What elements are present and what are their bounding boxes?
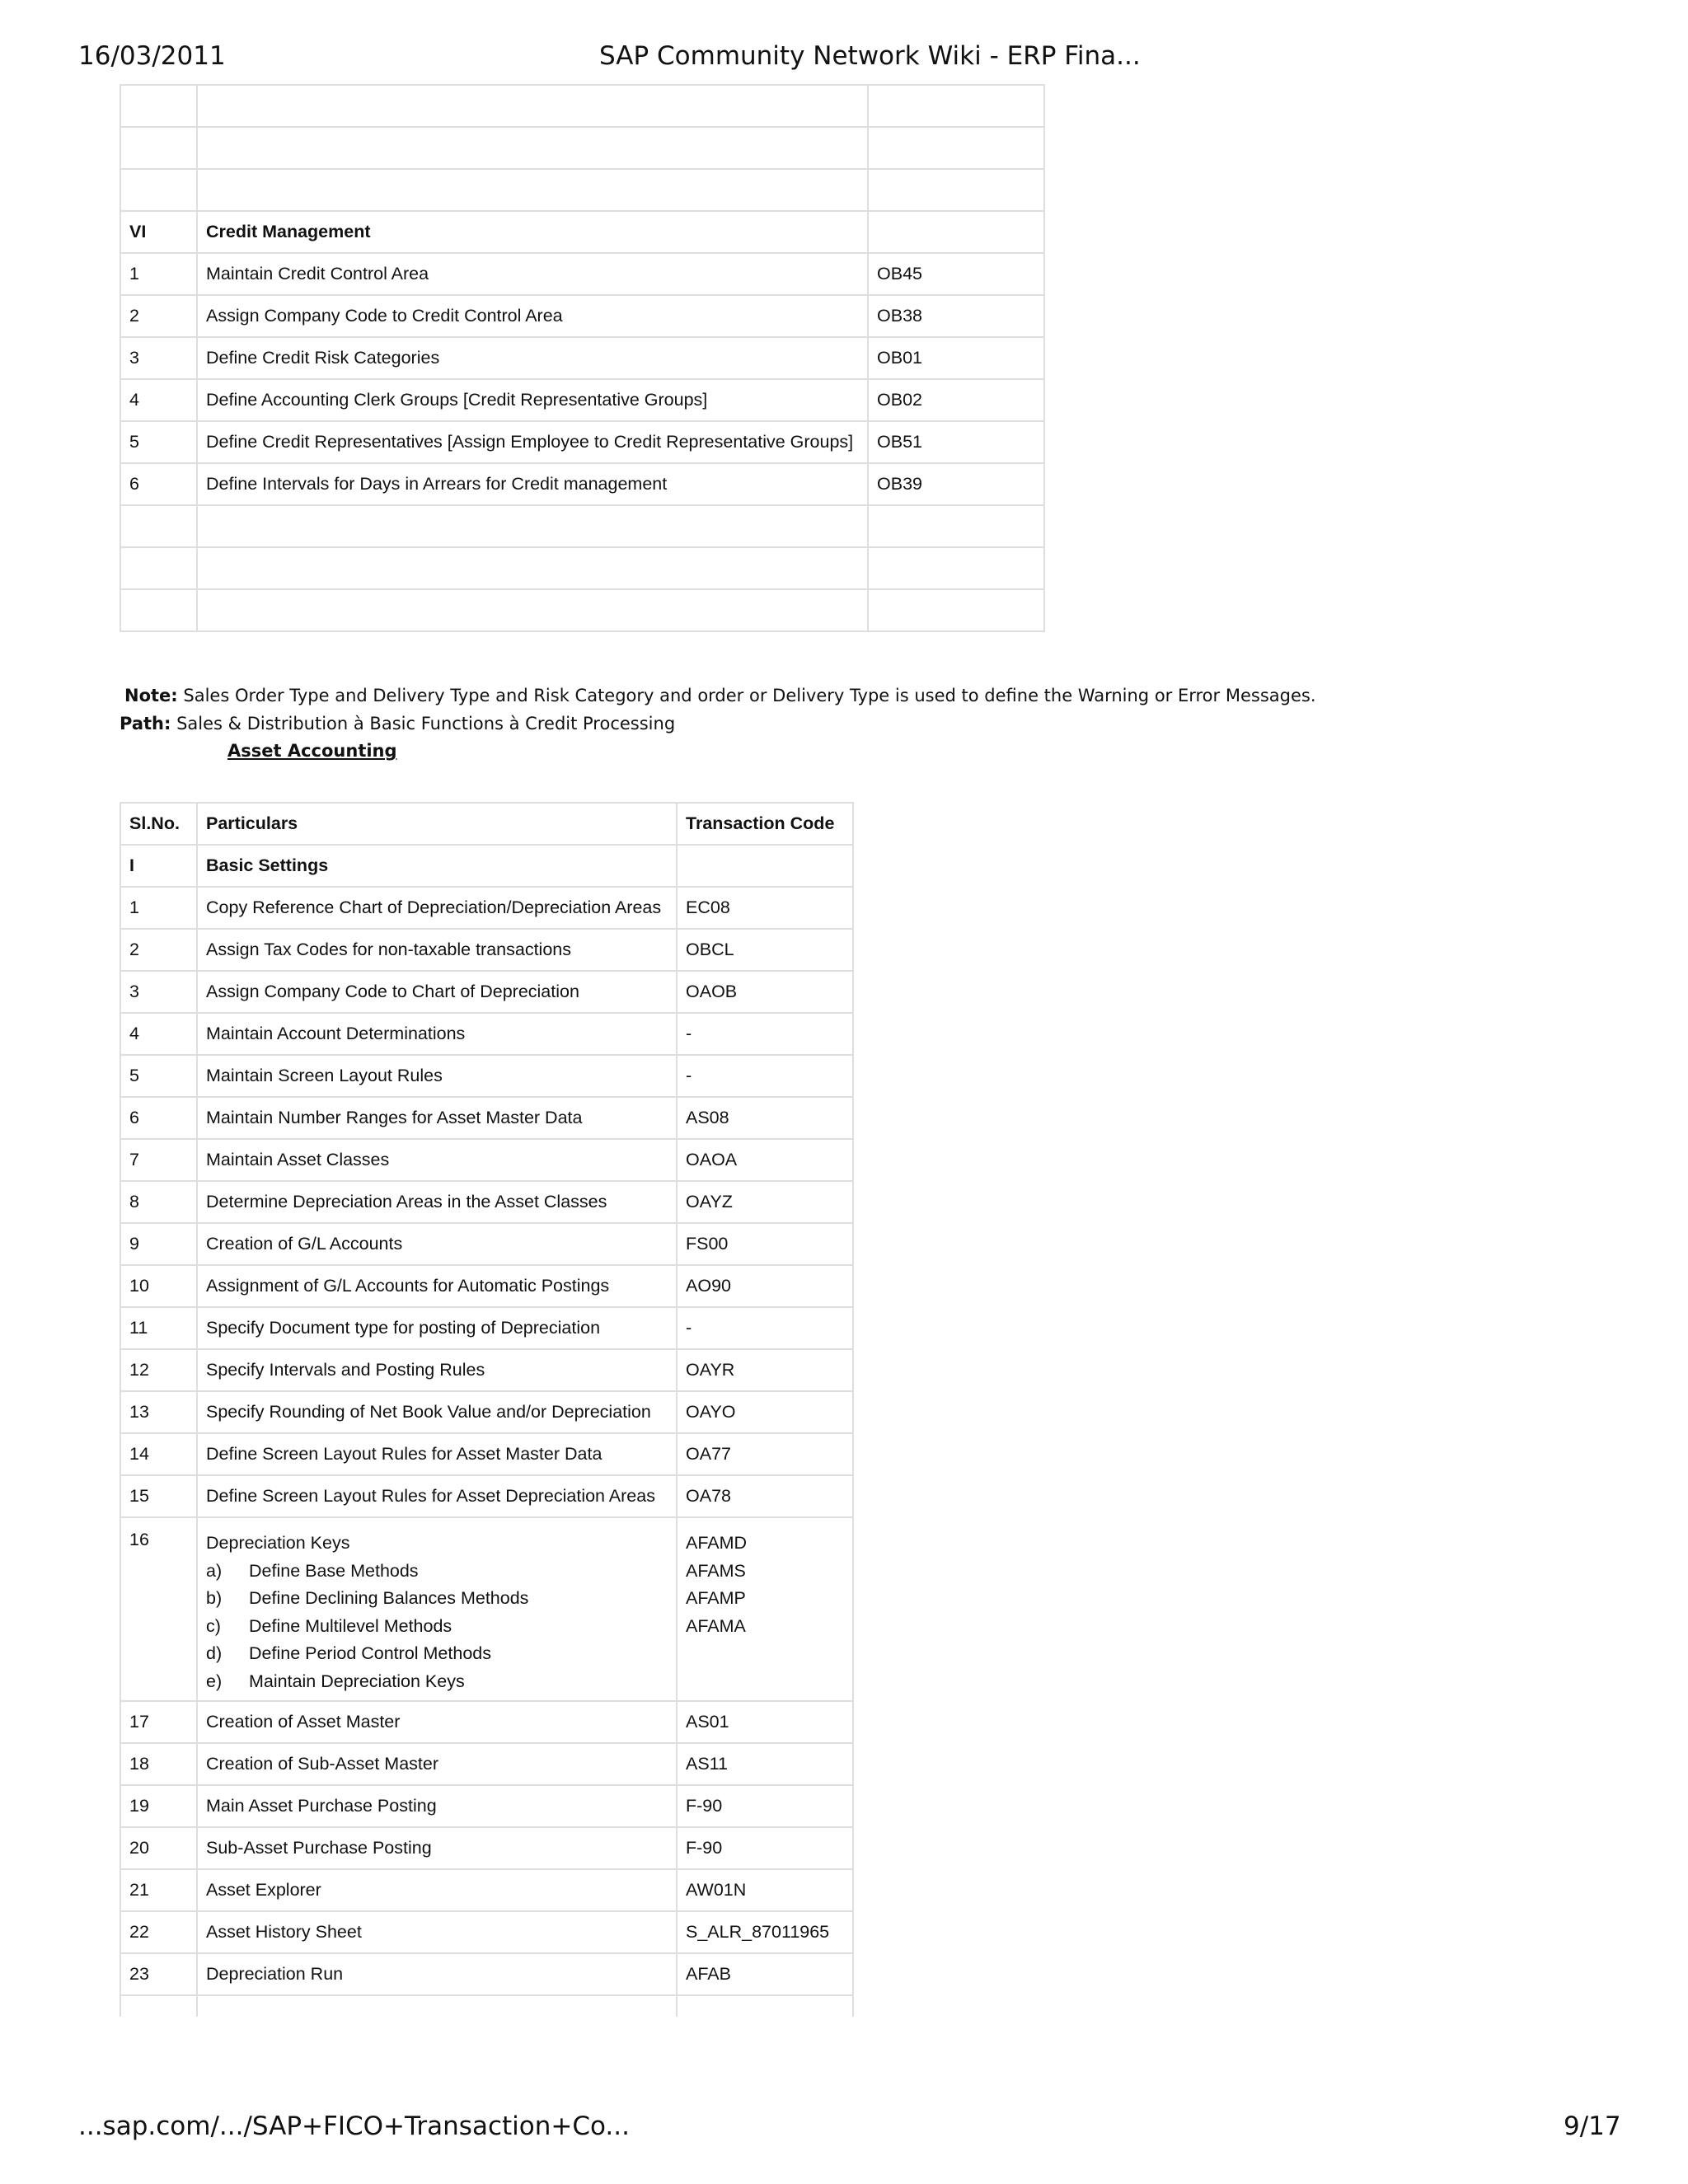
table-row: [120, 1181, 853, 1223]
section-heading-asset-accounting: Asset Accounting: [227, 741, 397, 761]
row-transaction-code: OBCL: [677, 929, 853, 971]
note-text: [124, 686, 1316, 705]
row-particulars: Maintain Screen Layout Rules: [197, 1055, 677, 1097]
path-body: Sales & Distribution à Basic Functions à Credit Processing: [176, 714, 676, 733]
table-row: [120, 589, 1044, 631]
row-number: 23: [120, 1953, 197, 1995]
transaction-code: AFAMD: [686, 1533, 748, 1553]
row-transaction-code: OB45: [868, 253, 1044, 295]
row-number: 3: [120, 971, 197, 1013]
row-number: 3: [120, 337, 197, 379]
row-particulars: Assign Company Code to Credit Control Area: [197, 295, 868, 337]
row-transaction-code: OB38: [868, 295, 1044, 337]
section-number: VI: [120, 211, 197, 253]
page-number: 9/17: [1564, 2111, 1621, 2141]
row-number: 21: [120, 1869, 197, 1911]
row-particulars: Creation of Asset Master: [197, 1701, 677, 1743]
table-row: [120, 253, 1044, 295]
row-particulars: Specify Document type for posting of Depreciation: [197, 1307, 677, 1349]
table-row: [120, 887, 853, 929]
row-transaction-code: EC08: [677, 887, 853, 929]
row-particulars: Assignment of G/L Accounts for Automatic Postings: [197, 1265, 677, 1307]
table-row-continued: [120, 1995, 853, 2017]
sub-item: [206, 1668, 676, 1696]
row-transaction-code: AFAB: [677, 1953, 853, 1995]
row-particulars: Define Accounting Clerk Groups [Credit Representative Groups]: [197, 379, 868, 421]
page-header-date: 16/03/2011: [78, 41, 226, 71]
row-number: 1: [120, 253, 197, 295]
table-row: [120, 929, 853, 971]
row-transaction-code: OA77: [677, 1433, 853, 1475]
table-row: [120, 1785, 853, 1827]
table-row: [120, 463, 1044, 505]
row-number: 12: [120, 1349, 197, 1391]
row-number: 7: [120, 1139, 197, 1181]
row-transaction-code: F-90: [677, 1785, 853, 1827]
row-number: 17: [120, 1701, 197, 1743]
table-row: [120, 1265, 853, 1307]
table-row: [120, 1139, 853, 1181]
path-label: Path:: [120, 714, 171, 733]
row-number: 16: [120, 1517, 197, 1701]
row-transaction-code: -: [677, 1307, 853, 1349]
row-particulars: Creation of Sub-Asset Master: [197, 1743, 677, 1785]
section-row: [120, 211, 1044, 253]
row-transaction-code: OAYO: [677, 1391, 853, 1433]
table-row: [120, 337, 1044, 379]
row-transaction-codes: [677, 1517, 853, 1701]
row-number: 8: [120, 1181, 197, 1223]
table-row: [120, 421, 1044, 463]
table-row: [120, 379, 1044, 421]
table-row: [120, 295, 1044, 337]
row-particulars: Assign Tax Codes for non-taxable transactions: [197, 929, 677, 971]
table-row: [120, 1433, 853, 1475]
row-transaction-code: -: [677, 1055, 853, 1097]
table-row: [120, 85, 1044, 127]
path-text: [120, 714, 675, 733]
page-header-title: SAP Community Network Wiki - ERP Fina...: [599, 41, 1141, 71]
sub-item-text: Define Base Methods: [249, 1560, 419, 1581]
sub-item-letter: e): [206, 1671, 223, 1691]
table-row: [120, 1701, 853, 1743]
row-particulars: Specify Rounding of Net Book Value and/or Depreciation: [197, 1391, 677, 1433]
row-number: 6: [120, 463, 197, 505]
row-transaction-code: -: [677, 1013, 853, 1055]
transaction-code: AFAMS: [686, 1560, 746, 1581]
row-number: 5: [120, 1055, 197, 1097]
table-row: [120, 547, 1044, 589]
row-transaction-code: AW01N: [677, 1869, 853, 1911]
table-row: [120, 1953, 853, 1995]
table-row: [120, 1223, 853, 1265]
row-transaction-code: FS00: [677, 1223, 853, 1265]
section-row: [120, 845, 853, 887]
row-number: 6: [120, 1097, 197, 1139]
row-particulars: Asset History Sheet: [197, 1911, 677, 1953]
transaction-code: AFAMA: [686, 1615, 746, 1636]
row-transaction-code: OB02: [868, 379, 1044, 421]
row-particulars: Depreciation Run: [197, 1953, 677, 1995]
table-row: [120, 169, 1044, 211]
row-number: 2: [120, 929, 197, 971]
row-particulars: Asset Explorer: [197, 1869, 677, 1911]
section-title: Credit Management: [197, 211, 868, 253]
row-number: 9: [120, 1223, 197, 1265]
sub-item: [206, 1558, 676, 1586]
row-title: Depreciation Keys: [206, 1533, 350, 1553]
row-transaction-code: OAYZ: [677, 1181, 853, 1223]
table-row: [120, 1743, 853, 1785]
row-particulars: Assign Company Code to Chart of Depreciation: [197, 971, 677, 1013]
table-row: [120, 1869, 853, 1911]
header-sl-no: Sl.No.: [120, 803, 197, 845]
page-footer-url: ...sap.com/.../SAP+FICO+Transaction+Co...: [78, 2111, 630, 2141]
row-particulars: Define Credit Representatives [Assign Employee to Credit Representative Groups]: [197, 421, 868, 463]
row-number: 19: [120, 1785, 197, 1827]
row-particulars: Copy Reference Chart of Depreciation/Depreciation Areas: [197, 887, 677, 929]
row-particulars: Maintain Number Ranges for Asset Master Data: [197, 1097, 677, 1139]
sub-item-letter: b): [206, 1588, 223, 1608]
sub-item-text: Define Period Control Methods: [249, 1643, 491, 1663]
transaction-code: AFAMP: [686, 1588, 746, 1608]
table-row: [120, 127, 1044, 169]
sub-item-letter: c): [206, 1615, 221, 1636]
row-particulars: [197, 1517, 677, 1701]
row-transaction-code: OAOB: [677, 971, 853, 1013]
section-title: Basic Settings: [197, 845, 677, 887]
row-number: 20: [120, 1827, 197, 1869]
table-row: [120, 1013, 853, 1055]
row-transaction-code: S_ALR_87011965: [677, 1911, 853, 1953]
row-particulars: Determine Depreciation Areas in the Asset Classes: [197, 1181, 677, 1223]
table-row: [120, 1307, 853, 1349]
row-number: 10: [120, 1265, 197, 1307]
sub-item-letter: d): [206, 1643, 223, 1663]
row-transaction-code: AS01: [677, 1701, 853, 1743]
table-row: [120, 505, 1044, 547]
header-particulars: Particulars: [197, 803, 677, 845]
table-header-row: [120, 803, 853, 845]
row-transaction-code: AO90: [677, 1265, 853, 1307]
note-label: Note:: [124, 686, 178, 705]
sub-item: [206, 1613, 676, 1641]
row-number: 15: [120, 1475, 197, 1517]
asset-accounting-table: [120, 802, 854, 2017]
row-particulars: Main Asset Purchase Posting: [197, 1785, 677, 1827]
table-row: [120, 1349, 853, 1391]
row-transaction-code: OAYR: [677, 1349, 853, 1391]
row-number: 2: [120, 295, 197, 337]
section-number: I: [120, 845, 197, 887]
row-particulars: Maintain Account Determinations: [197, 1013, 677, 1055]
table-row-depreciation-keys: [120, 1517, 853, 1701]
row-number: 22: [120, 1911, 197, 1953]
row-particulars: Sub-Asset Purchase Posting: [197, 1827, 677, 1869]
table-row: [120, 971, 853, 1013]
table-row: [120, 1911, 853, 1953]
sub-item-letter: a): [206, 1560, 223, 1581]
row-particulars: Maintain Credit Control Area: [197, 253, 868, 295]
note-body: Sales Order Type and Delivery Type and Risk Category and order or Delivery Type is used to define the Warning or Error Messages.: [183, 686, 1316, 705]
table-row: [120, 1055, 853, 1097]
row-transaction-code: AS08: [677, 1097, 853, 1139]
row-transaction-code: F-90: [677, 1827, 853, 1869]
table-row: [120, 1475, 853, 1517]
row-particulars: Define Screen Layout Rules for Asset Master Data: [197, 1433, 677, 1475]
table-row: [120, 1391, 853, 1433]
sub-item-text: Define Declining Balances Methods: [249, 1588, 529, 1608]
row-number: 4: [120, 1013, 197, 1055]
sub-item-text: Maintain Depreciation Keys: [249, 1671, 465, 1691]
row-particulars: Specify Intervals and Posting Rules: [197, 1349, 677, 1391]
sub-item: [206, 1640, 676, 1668]
header-transaction-code: Transaction Code: [677, 803, 853, 845]
row-number: 13: [120, 1391, 197, 1433]
table-row: [120, 1827, 853, 1869]
row-number: 5: [120, 421, 197, 463]
row-particulars: Define Intervals for Days in Arrears for Credit management: [197, 463, 868, 505]
sub-item: [206, 1585, 676, 1613]
row-number: 1: [120, 887, 197, 929]
row-transaction-code: OB51: [868, 421, 1044, 463]
row-particulars: Define Credit Risk Categories: [197, 337, 868, 379]
row-particulars: Creation of G/L Accounts: [197, 1223, 677, 1265]
row-number: 11: [120, 1307, 197, 1349]
row-number: 14: [120, 1433, 197, 1475]
row-particulars: Define Screen Layout Rules for Asset Depreciation Areas: [197, 1475, 677, 1517]
credit-management-table: [120, 84, 1045, 632]
row-transaction-code: OAOA: [677, 1139, 853, 1181]
row-transaction-code: OA78: [677, 1475, 853, 1517]
table-row: [120, 1097, 853, 1139]
row-particulars: Maintain Asset Classes: [197, 1139, 677, 1181]
row-transaction-code: OB01: [868, 337, 1044, 379]
row-transaction-code: OB39: [868, 463, 1044, 505]
row-number: 18: [120, 1743, 197, 1785]
sub-item-text: Define Multilevel Methods: [249, 1615, 452, 1636]
row-transaction-code: AS11: [677, 1743, 853, 1785]
row-number: 4: [120, 379, 197, 421]
